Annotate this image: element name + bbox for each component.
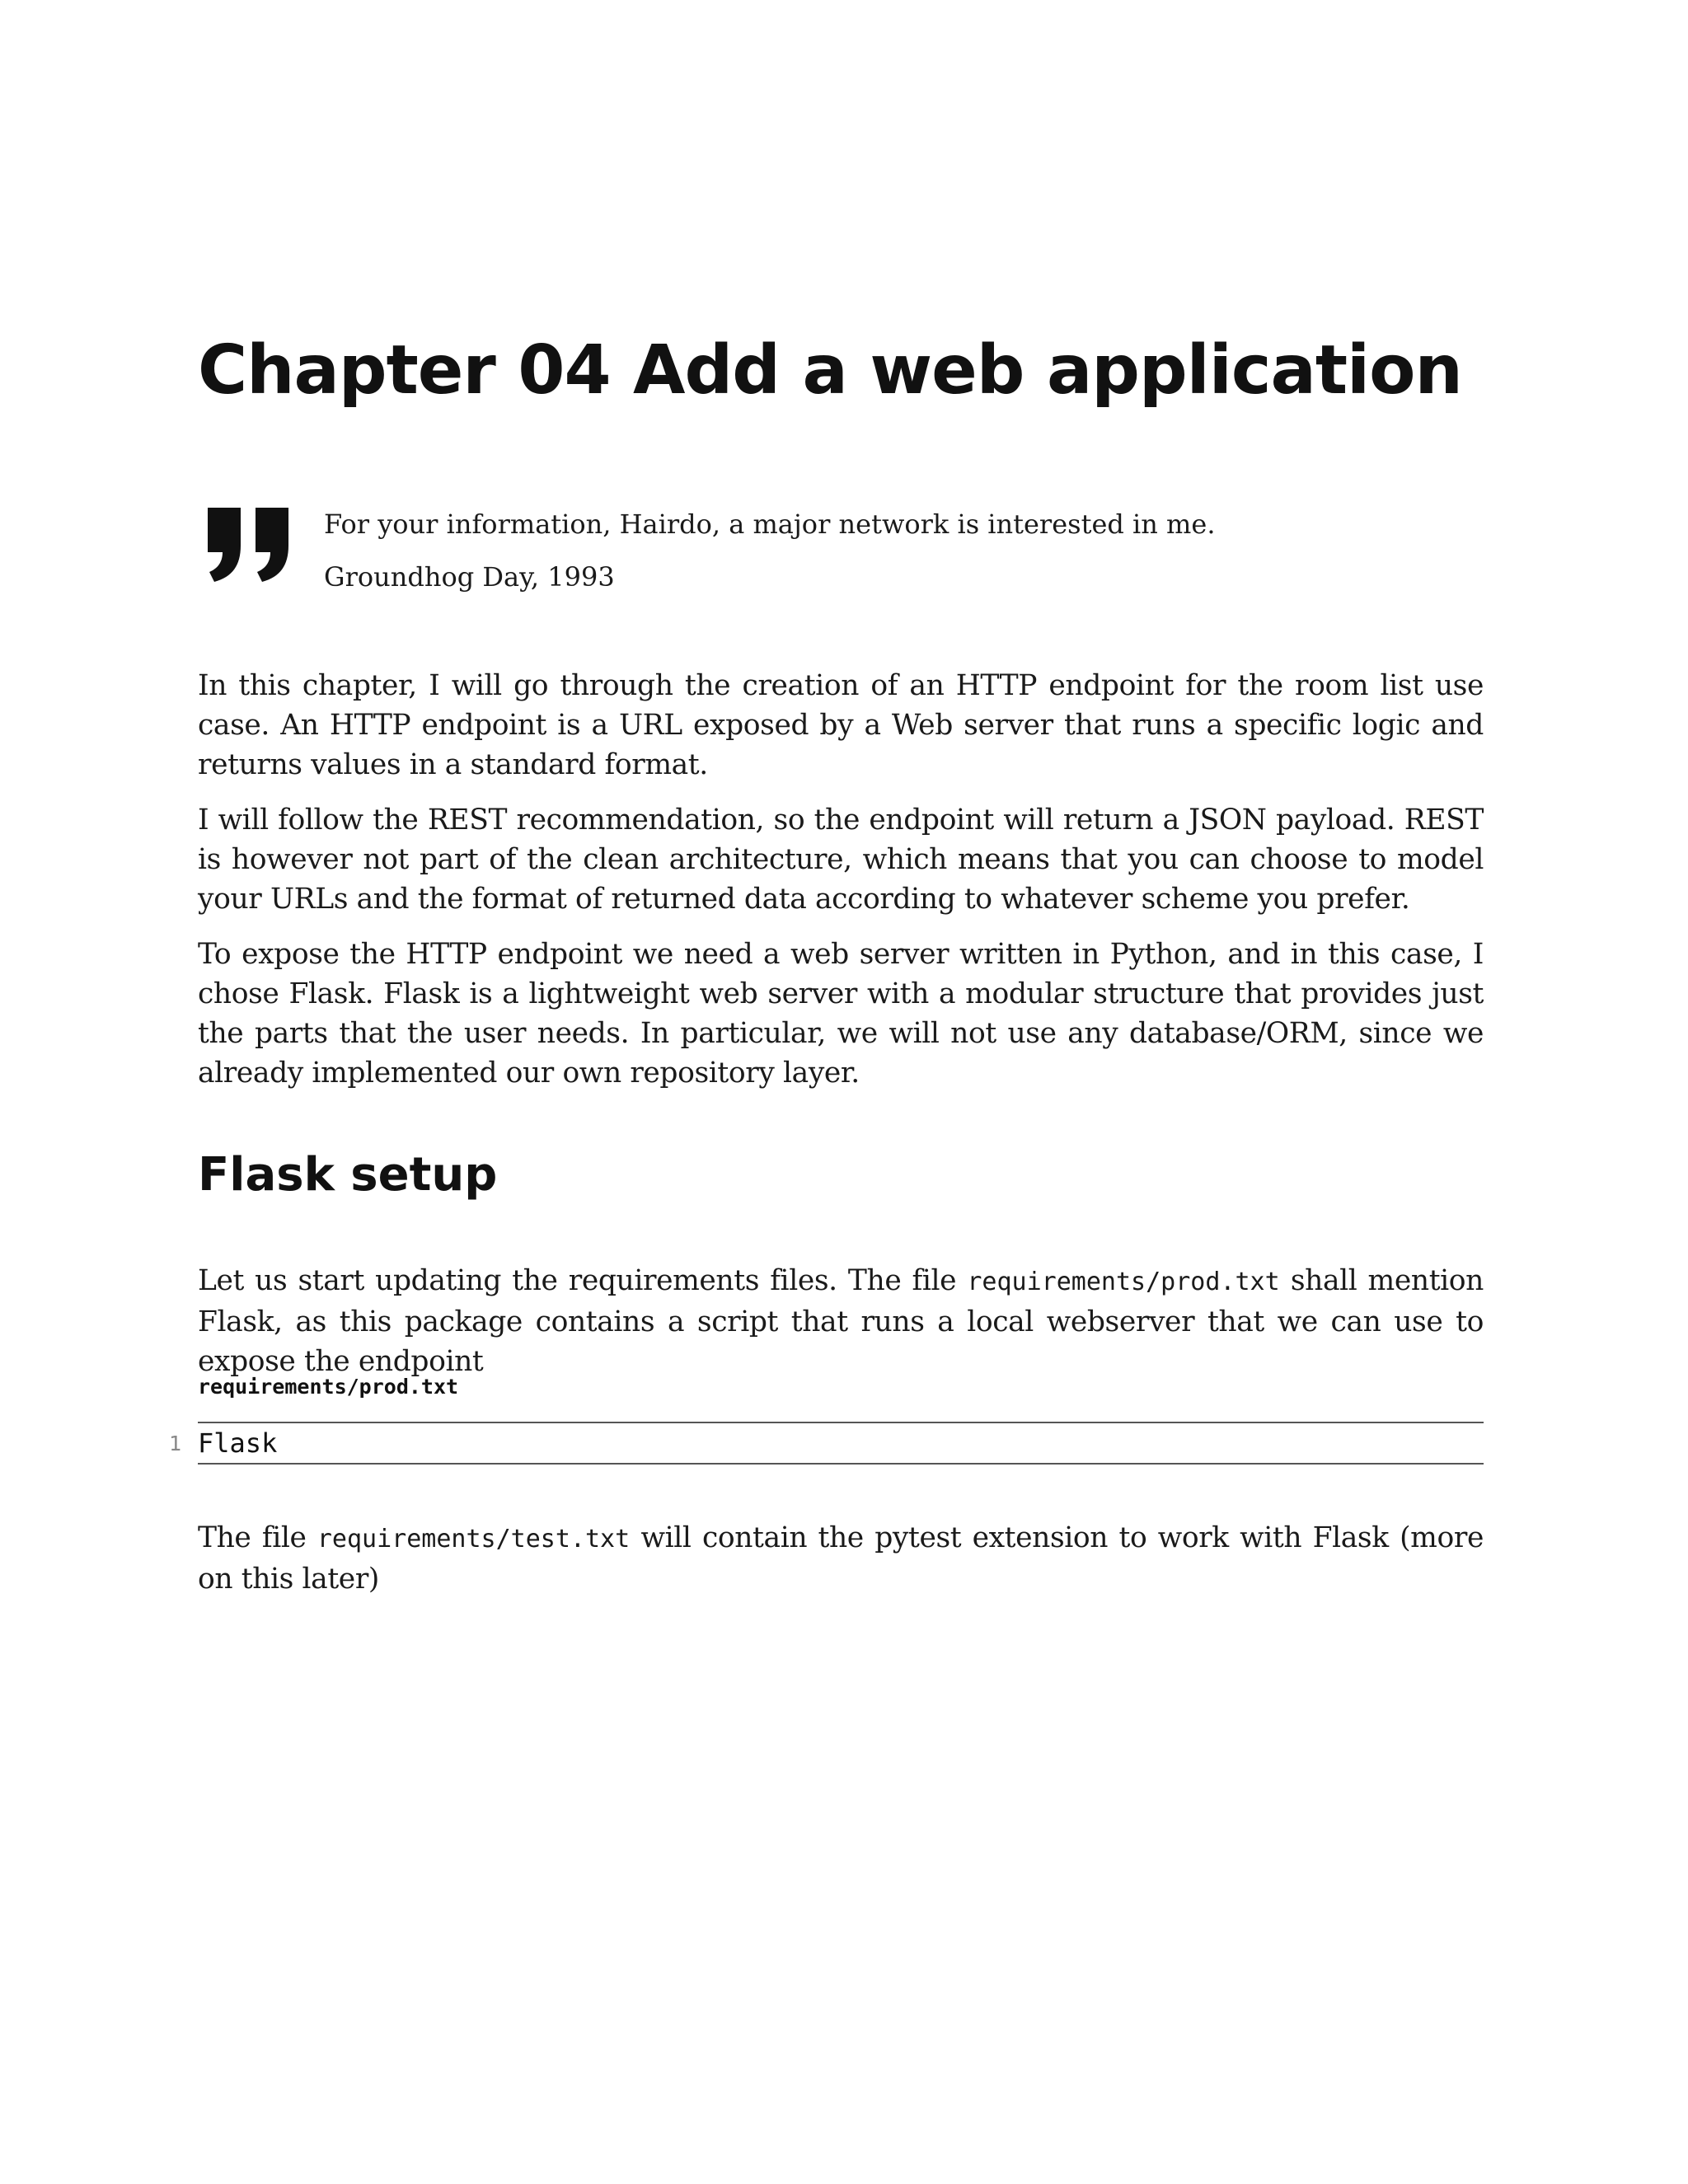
paragraph-text: shall mention Flask, as this package contains a script that runs a local webserver that we can use to expose the endpoint: [198, 1264, 1484, 1378]
paragraph-text: Let us start updating the requirements files. The file: [198, 1264, 968, 1297]
intro-paragraph: In this chapter, I will go through the creation of an HTTP endpoint for the room list use case. An HTTP endpoint is a URL exposed by a Web server that runs a specific logic and returns values in a standard format.: [198, 669, 1484, 781]
epigraph-quote: For your information, Hairdo, a major network is interested in me.: [324, 509, 1216, 540]
test-requirements-paragraph: [198, 1518, 1484, 1599]
intro-section: [198, 666, 1484, 1108]
intro-paragraph: To expose the HTTP endpoint we need a web server written in Python, and in this case, I chose Flask. Flask is a lightweight web server with a modular structure that provides just the parts that the user needs. In particular, we will not use any database/ORM, since we already implemented our own repository layer.: [198, 938, 1484, 1090]
code-line: Flask: [198, 1427, 278, 1459]
chapter-title: Chapter 04 Add a web application: [198, 331, 1462, 410]
quote-icon: [204, 504, 295, 583]
inline-code: requirements/prod.txt: [967, 1268, 1280, 1296]
code-listing-caption: requirements/prod.txt: [198, 1375, 459, 1399]
inline-code: requirements/test.txt: [316, 1525, 631, 1554]
epigraph-source: Groundhog Day, 1993: [324, 561, 615, 593]
section-heading: Flask setup: [198, 1148, 498, 1202]
code-listing: [168, 1422, 1484, 1465]
intro-paragraph: I will follow the REST recommendation, so the endpoint will return a JSON payload. REST is however not part of the clean architecture, which means that you can choose to model your URLs and the format of returned data according to whatever scheme you prefer.: [198, 804, 1484, 916]
paragraph-text: will contain the pytest extension to work with Flask (more on this later): [198, 1521, 1484, 1596]
code-line-number: 1: [168, 1432, 181, 1455]
paragraph-text: The file: [198, 1521, 317, 1554]
requirements-paragraph: [198, 1261, 1484, 1381]
